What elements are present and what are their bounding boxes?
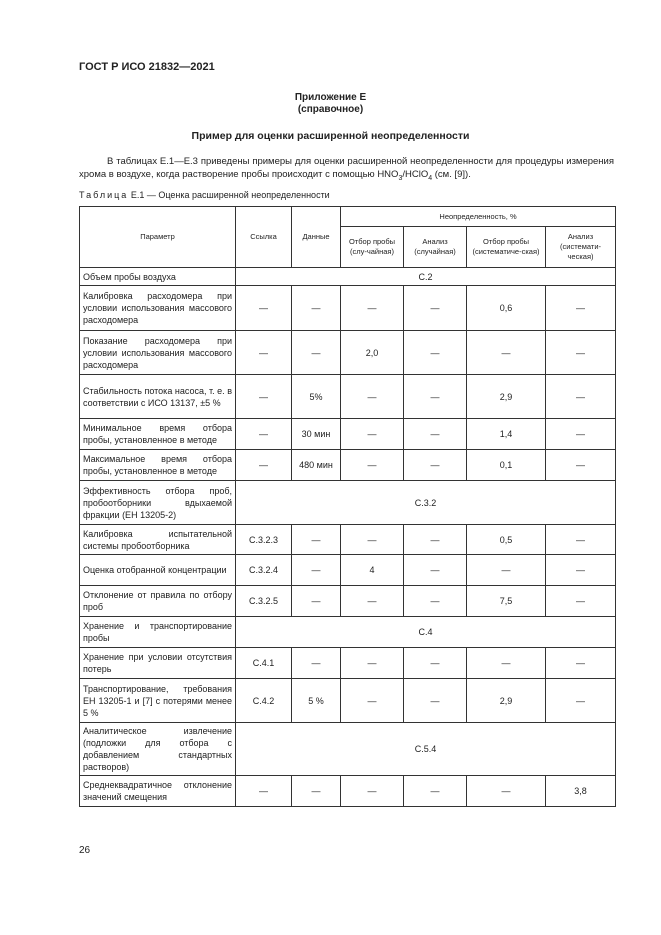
cell-analysis-systematic: — [546,679,616,723]
cell-data: — [292,525,341,555]
table-row [80,481,616,525]
cell-data: 5% [292,375,341,419]
cell-analysis-systematic: — [546,331,616,375]
row-parameter: Калибровка расходомера при условии использования массового расходомера [80,286,236,331]
intro-paragraph [79,155,614,185]
row-parameter: Транспортирование, требования ЕН 13205-1 и [7] с потерями менее 5 % [80,679,236,723]
table-row [80,776,616,807]
cell-sampling-random: — [341,648,404,679]
cell-sampling-systematic: 2,9 [467,375,546,419]
cell-analysis-random: — [404,525,467,555]
table-row [80,419,616,450]
cell-data: — [292,331,341,375]
table-row [80,525,616,555]
cell-reference: С.3.2.5 [236,586,292,617]
cell-data: 5 % [292,679,341,723]
table-row [80,679,616,723]
cell-sampling-random: — [341,679,404,723]
row-parameter: Калибровка испытательной системы пробоотборника [80,525,236,555]
intro-text-mid: /HClO [402,169,429,180]
cell-data: — [292,648,341,679]
cell-sampling-systematic: — [467,776,546,807]
cell-analysis-random: — [404,331,467,375]
intro-sub-2: 4 [428,174,433,182]
header-data: Данные [292,207,341,268]
table-row [80,268,616,286]
cell-reference: С.4.2 [236,679,292,723]
row-parameter: Стабильность потока насоса, т. е. в соответствии с ИСО 13137, ±5 % [80,375,236,419]
cell-sampling-systematic: 7,5 [467,586,546,617]
row-parameter: Максимальное время отбора пробы, установленное в методе [80,450,236,481]
cell-analysis-random: — [404,648,467,679]
cell-analysis-systematic: — [546,286,616,331]
cell-sampling-random: — [341,586,404,617]
cell-sampling-random: — [341,450,404,481]
table-caption-text: Е.1 — Оценка расширенной неопределенности [130,190,330,200]
uncertainty-table [79,206,616,807]
cell-data: 480 мин [292,450,341,481]
row-parameter: Аналитическое извлечение (подложки для отбора с добавлением стандартных растворов) [80,723,236,776]
table-caption [79,190,330,200]
cell-sampling-random: — [341,286,404,331]
header-sampling-random: Отбор пробы (слу-чайная) [341,227,404,268]
cell-sampling-random: 2,0 [341,331,404,375]
cell-sampling-systematic: — [467,555,546,586]
cell-reference: — [236,776,292,807]
cell-sampling-systematic: — [467,648,546,679]
table-row [80,375,616,419]
intro-text-before: В таблицах Е.1—Е.3 приведены примеры для оценки расширенной неопределенности для процедуры измерения хрома в воздухе, когда растворение пробы происходит с помощью HNO [79,156,614,180]
cell-sampling-random: — [341,375,404,419]
row-parameter: Минимальное время отбора пробы, установленное в методе [80,419,236,450]
cell-analysis-systematic: 3,8 [546,776,616,807]
table-row [80,286,616,331]
table-row [80,648,616,679]
row-parameter: Хранение и транспортирование пробы [80,617,236,648]
section-title: Пример для оценки расширенной неопределенности [191,130,470,142]
annex-subtitle: (справочное) [297,104,364,115]
header-parameter: Параметр [80,207,236,268]
row-section-ref: С.4 [236,617,616,648]
cell-sampling-systematic: — [467,331,546,375]
cell-sampling-random: — [341,525,404,555]
cell-data: — [292,586,341,617]
cell-data: — [292,555,341,586]
cell-analysis-systematic: — [546,586,616,617]
cell-reference: С.4.1 [236,648,292,679]
cell-reference: — [236,331,292,375]
row-parameter: Хранение при условии отсутствия потерь [80,648,236,679]
row-parameter: Показание расходомера при условии использования массового расходомера [80,331,236,375]
cell-sampling-random: 4 [341,555,404,586]
cell-analysis-random: — [404,286,467,331]
row-section-ref: С.2 [236,268,616,286]
cell-analysis-random: — [404,555,467,586]
header-reference: Ссылка [236,207,292,268]
row-section-ref: С.5.4 [236,723,616,776]
table-row [80,723,616,776]
cell-analysis-random: — [404,776,467,807]
row-section-ref: С.3.2 [236,481,616,525]
cell-analysis-random: — [404,419,467,450]
cell-reference: — [236,375,292,419]
header-uncertainty: Неопределенность, % [341,207,616,227]
cell-analysis-systematic: — [546,375,616,419]
row-parameter: Среднеквадратичное отклонение значений смещения [80,776,236,807]
cell-reference: С.3.2.3 [236,525,292,555]
cell-analysis-systematic: — [546,555,616,586]
cell-sampling-systematic: 0,5 [467,525,546,555]
table-caption-prefix: Таблица [79,190,129,200]
table-row [80,450,616,481]
table-body [80,268,616,807]
cell-analysis-random: — [404,679,467,723]
page-number: 26 [79,845,91,856]
cell-reference: — [236,286,292,331]
cell-analysis-random: — [404,450,467,481]
cell-analysis-random: — [404,375,467,419]
cell-sampling-systematic: 1,4 [467,419,546,450]
cell-sampling-random: — [341,776,404,807]
cell-sampling-systematic: 0,6 [467,286,546,331]
header-analysis-random: Анализ (случайная) [404,227,467,268]
table-row [80,586,616,617]
cell-analysis-systematic: — [546,648,616,679]
header-analysis-systematic: Анализ (системати-ческая) [546,227,616,268]
row-parameter: Объем пробы воздуха [80,268,236,286]
cell-analysis-systematic: — [546,419,616,450]
intro-text-after: (см. [9]). [432,169,471,180]
cell-analysis-systematic: — [546,450,616,481]
table-row [80,331,616,375]
table-row [80,617,616,648]
cell-reference: С.3.2.4 [236,555,292,586]
cell-sampling-systematic: 0,1 [467,450,546,481]
cell-reference: — [236,419,292,450]
cell-data: 30 мин [292,419,341,450]
cell-sampling-random: — [341,419,404,450]
cell-data: — [292,776,341,807]
row-parameter: Отклонение от правила по отбору проб [80,586,236,617]
document-code: ГОСТ Р ИСО 21832—2021 [79,61,215,73]
cell-analysis-systematic: — [546,525,616,555]
cell-data: — [292,286,341,331]
table-row [80,555,616,586]
row-parameter: Оценка отобранной концентрации [80,555,236,586]
header-sampling-systematic: Отбор пробы (систематиче-ская) [467,227,546,268]
row-parameter: Эффективность отбора проб, пробоотборники вдыхаемой фракции (ЕН 13205-2) [80,481,236,525]
cell-sampling-systematic: 2,9 [467,679,546,723]
annex-title: Приложение Е [294,92,367,103]
intro-sub-1: 3 [398,174,403,182]
cell-reference: — [236,450,292,481]
cell-analysis-random: — [404,586,467,617]
